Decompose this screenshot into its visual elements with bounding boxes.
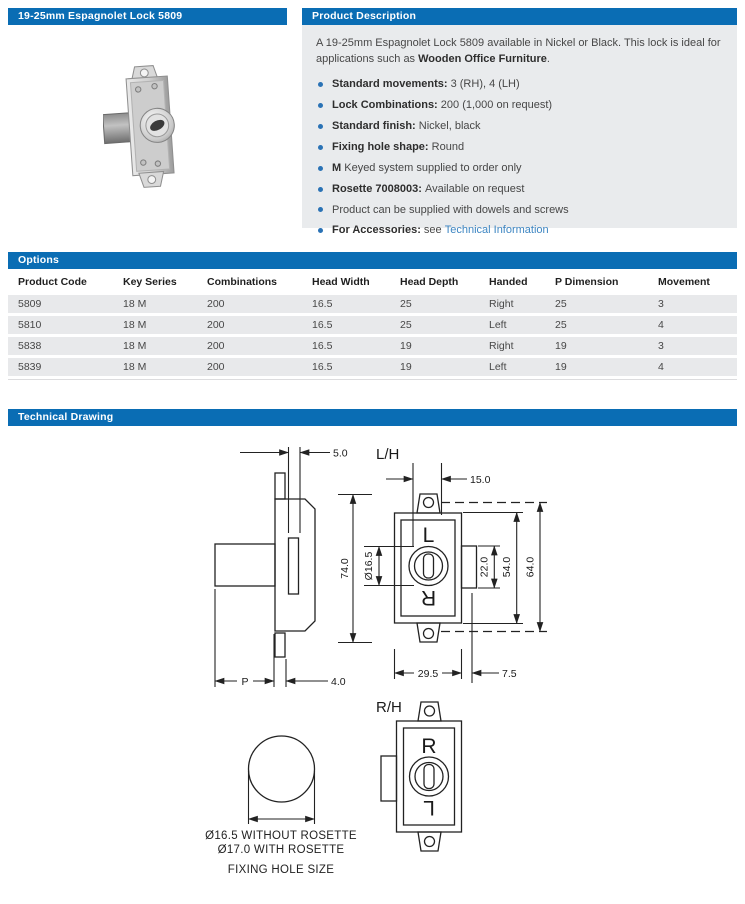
description-panel bbox=[302, 8, 737, 237]
fixing-line1: Ø16.5 WITHOUT ROSETTE bbox=[205, 830, 357, 842]
bullet-text: Nickel, black bbox=[415, 119, 481, 132]
fixing-line2: Ø17.0 WITH ROSETTE bbox=[217, 844, 345, 856]
technical-information-link[interactable]: Technical Information bbox=[444, 224, 549, 237]
table-cell: 25 bbox=[400, 298, 412, 310]
fixing-line3: FIXING HOLE SIZE bbox=[227, 864, 335, 876]
dim-body-w: 29.5 bbox=[417, 668, 439, 680]
description-bullet bbox=[316, 203, 723, 219]
table-cell: Right bbox=[489, 340, 514, 352]
bullet-label: M bbox=[332, 161, 342, 174]
product-title: 19-25mm Espagnolet Lock 5809 bbox=[18, 10, 183, 22]
description-bullet bbox=[316, 140, 723, 156]
table-cell: Left bbox=[489, 319, 507, 331]
bullet-text: Available on request bbox=[421, 182, 525, 195]
description-intro: A 19-25mm Espagnolet Lock 5809 available in Nickel or Black. This lock is ideal for applications such as Wooden Office Furniture. bbox=[316, 37, 721, 65]
bullet-dot bbox=[318, 207, 323, 212]
bullet-dot bbox=[318, 124, 323, 129]
bullet-dot bbox=[318, 82, 323, 87]
bullet-label: Standard finish: bbox=[332, 119, 416, 132]
table-cell: 19 bbox=[555, 361, 567, 373]
table-cell: 19 bbox=[555, 340, 567, 352]
bullet-label: Fixing hole shape: bbox=[332, 140, 429, 153]
table-header-row bbox=[8, 269, 737, 295]
bullet-dot bbox=[318, 187, 323, 192]
table-cell: 4 bbox=[658, 361, 664, 373]
table-cell: Right bbox=[489, 298, 514, 310]
table-cell: 4 bbox=[658, 319, 664, 331]
table-cell: 5810 bbox=[18, 319, 42, 331]
table-cell: 16.5 bbox=[312, 319, 333, 331]
bullet-text: Round bbox=[428, 140, 465, 153]
bullet-text: 3 (RH), 4 (LH) bbox=[447, 77, 520, 90]
bullet-label: Rosette 7008003: bbox=[332, 182, 422, 195]
dim-plate: 4.0 bbox=[331, 676, 346, 688]
dim-overall-h: 64.0 bbox=[524, 556, 537, 578]
description-bullet bbox=[316, 182, 723, 198]
bullet-text: Keyed system supplied to order only bbox=[341, 161, 522, 174]
product-panel-header bbox=[8, 8, 287, 25]
lh-label: L/H bbox=[376, 446, 400, 463]
dim-keyhole: Ø16.5 bbox=[363, 551, 375, 581]
description-panel-header bbox=[302, 8, 737, 25]
rh-label: R/H bbox=[376, 699, 402, 716]
description-title: Product Description bbox=[312, 10, 417, 22]
table-cell: 16.5 bbox=[312, 298, 333, 310]
front-view-rh bbox=[376, 699, 462, 851]
column-header: Key Series bbox=[123, 276, 177, 288]
rh-letter-top: R bbox=[421, 735, 437, 758]
table-row bbox=[8, 337, 737, 355]
description-bullet bbox=[316, 98, 723, 114]
bullet-label: Standard movements: bbox=[332, 77, 448, 90]
bullet-label: Lock Combinations: bbox=[332, 98, 438, 111]
table-cell: 5839 bbox=[18, 361, 42, 373]
table-cell: 5838 bbox=[18, 340, 42, 352]
description-body bbox=[302, 25, 737, 237]
options-panel-header bbox=[8, 252, 737, 269]
description-bullet bbox=[316, 161, 723, 177]
technical-drawing-panel bbox=[8, 409, 737, 426]
table-cell: 3 bbox=[658, 340, 664, 352]
options-title: Options bbox=[18, 254, 60, 266]
column-header: P Dimension bbox=[555, 276, 619, 288]
fixing-hole-diagram bbox=[205, 736, 357, 876]
bullet-label: For Accessories: bbox=[332, 224, 421, 237]
lh-letter-top: L bbox=[422, 524, 435, 547]
bullet-text: see bbox=[420, 224, 445, 237]
technical-drawing bbox=[8, 426, 737, 891]
side-view bbox=[215, 447, 372, 688]
description-bullet-list bbox=[316, 77, 723, 240]
table-cell: 18 M bbox=[123, 298, 147, 310]
table-cell: 18 M bbox=[123, 340, 147, 352]
column-header: Movement bbox=[658, 276, 710, 288]
table-row bbox=[8, 295, 737, 313]
table-cell: Left bbox=[489, 361, 507, 373]
description-bullet bbox=[316, 119, 723, 135]
table-cell: 18 M bbox=[123, 319, 147, 331]
table-cell: 200 bbox=[207, 340, 225, 352]
technical-panel-header bbox=[8, 409, 737, 426]
table-cell: 25 bbox=[555, 298, 567, 310]
table-cell: 16.5 bbox=[312, 340, 333, 352]
table-row bbox=[8, 358, 737, 376]
bullet-text: Product can be supplied with dowels and screws bbox=[332, 203, 569, 216]
table-row bbox=[8, 316, 737, 334]
dim-cam: 22.0 bbox=[478, 556, 491, 578]
table-cell: 19 bbox=[400, 340, 412, 352]
product-image-area bbox=[8, 25, 287, 227]
dim-p: P bbox=[241, 676, 249, 688]
technical-title: Technical Drawing bbox=[18, 411, 114, 423]
column-header: Head Depth bbox=[400, 276, 459, 288]
table-cell: 19 bbox=[400, 361, 412, 373]
table-cell: 200 bbox=[207, 319, 225, 331]
dim-cam-w: 7.5 bbox=[502, 668, 517, 680]
product-photo bbox=[103, 63, 193, 189]
description-bullet bbox=[316, 77, 723, 93]
bullet-dot bbox=[318, 103, 323, 108]
table-cell: 200 bbox=[207, 361, 225, 373]
table-cell: 200 bbox=[207, 298, 225, 310]
front-view-lh bbox=[363, 446, 547, 683]
rh-letter-bottom: L bbox=[423, 796, 435, 819]
table-cell: 25 bbox=[555, 319, 567, 331]
bullet-dot bbox=[318, 228, 323, 233]
product-panel bbox=[8, 8, 287, 227]
bullet-dot bbox=[318, 145, 323, 150]
column-header: Combinations bbox=[207, 276, 277, 288]
column-header: Handed bbox=[489, 276, 528, 288]
table-cell: 18 M bbox=[123, 361, 147, 373]
table-cell: 3 bbox=[658, 298, 664, 310]
lh-letter-bottom: R bbox=[420, 586, 437, 609]
options-panel bbox=[8, 252, 737, 380]
column-header: Head Width bbox=[312, 276, 370, 288]
table-cell: 16.5 bbox=[312, 361, 333, 373]
bullet-dot bbox=[318, 166, 323, 171]
bullet-text: 200 (1,000 on request) bbox=[437, 98, 553, 111]
dim-height: 74.0 bbox=[339, 558, 351, 579]
column-header: Product Code bbox=[18, 276, 87, 288]
table-cell: 5809 bbox=[18, 298, 42, 310]
dim-offset-top: 15.0 bbox=[470, 474, 491, 486]
description-bullet bbox=[316, 223, 723, 239]
dim-body-h: 54.0 bbox=[501, 556, 513, 578]
table-cell: 25 bbox=[400, 319, 412, 331]
dim-protrusion: 5.0 bbox=[333, 447, 348, 460]
options-table bbox=[8, 269, 737, 380]
